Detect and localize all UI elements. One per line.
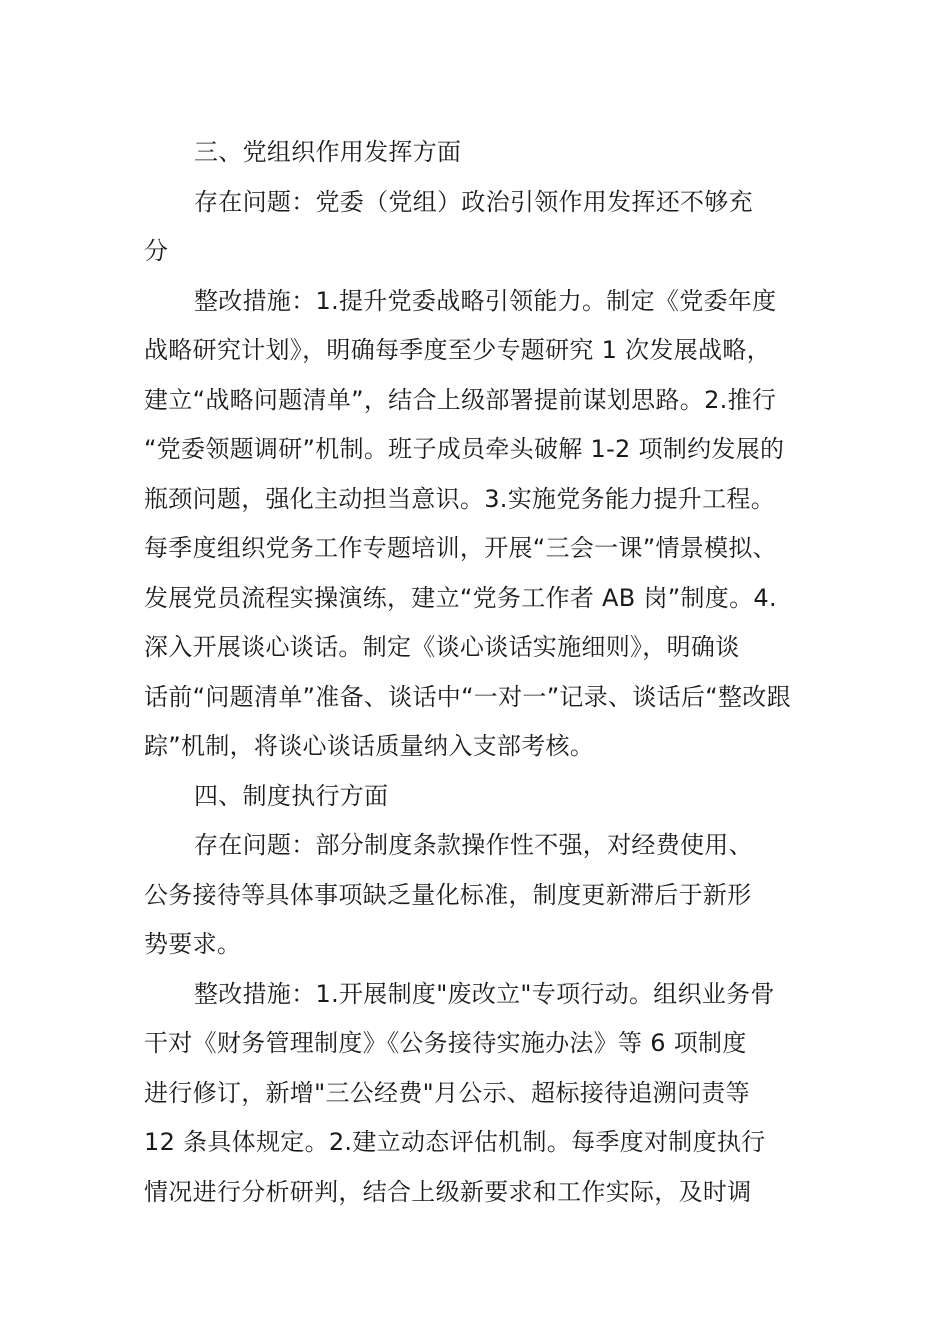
- text-line: 踪”机制，将谈心谈话质量纳入支部考核。: [144, 732, 595, 760]
- text-line: 瓶颈问题，强化主动担当意识。3.实施党务能力提升工程。: [144, 484, 775, 513]
- document-body: [144, 128, 808, 1217]
- text-line: 势要求。: [144, 930, 242, 958]
- text-line: 战略研究计划》，明确每季度至少专题研究 1 次发展战略，: [144, 336, 771, 364]
- text-line: 发展党员流程实操演练，建立“党务工作者 AB 岗”制度。4.: [144, 583, 777, 612]
- measures-paragraph-4: 整改措施：1.开展制度"废改立"专项行动。组织业务骨: [194, 979, 775, 1008]
- text-line: 每季度组织党务工作专题培训，开展“三会一课”情景模拟、: [144, 534, 777, 562]
- text-line: 情况进行分析研判，结合上级新要求和工作实际，及时调: [144, 1177, 752, 1206]
- problem-paragraph-4: 存在问题：部分制度条款操作性不强，对经费使用、: [194, 831, 753, 859]
- text-line: 建立“战略问题清单”，结合上级部署提前谋划思路。2.推行: [144, 385, 777, 414]
- section-heading-4: 四、制度执行方面: [194, 781, 389, 810]
- text-line: 进行修订，新增"三公经费"月公示、超标接待追溯问责等: [144, 1078, 750, 1107]
- measures-paragraph-3: 整改措施：1.提升党委战略引领能力。制定《党委年度: [194, 286, 777, 315]
- text-line: 话前“问题清单”准备、谈话中“一对一”记录、谈话后“整改跟: [144, 682, 791, 711]
- problem-paragraph-3: 存在问题：党委（党组）政治引领作用发挥还不够充: [194, 187, 753, 216]
- text-line: 公务接待等具体事项缺乏量化标准，制度更新滞后于新形: [144, 880, 752, 909]
- text-line: 深入开展谈心谈话。制定《谈心谈话实施细则》，明确谈: [144, 633, 740, 661]
- text-line: 分: [144, 237, 169, 265]
- text-line: 12 条具体规定。2.建立动态评估机制。每季度对制度执行: [144, 1128, 766, 1156]
- text-line: “党委领题调研”机制。班子成员牵头破解 1-2 项制约发展的: [144, 435, 785, 463]
- text-line: 干对《财务管理制度》《公务接待实施办法》等 6 项制度: [144, 1029, 747, 1057]
- section-heading-3: 三、党组织作用发挥方面: [194, 138, 462, 166]
